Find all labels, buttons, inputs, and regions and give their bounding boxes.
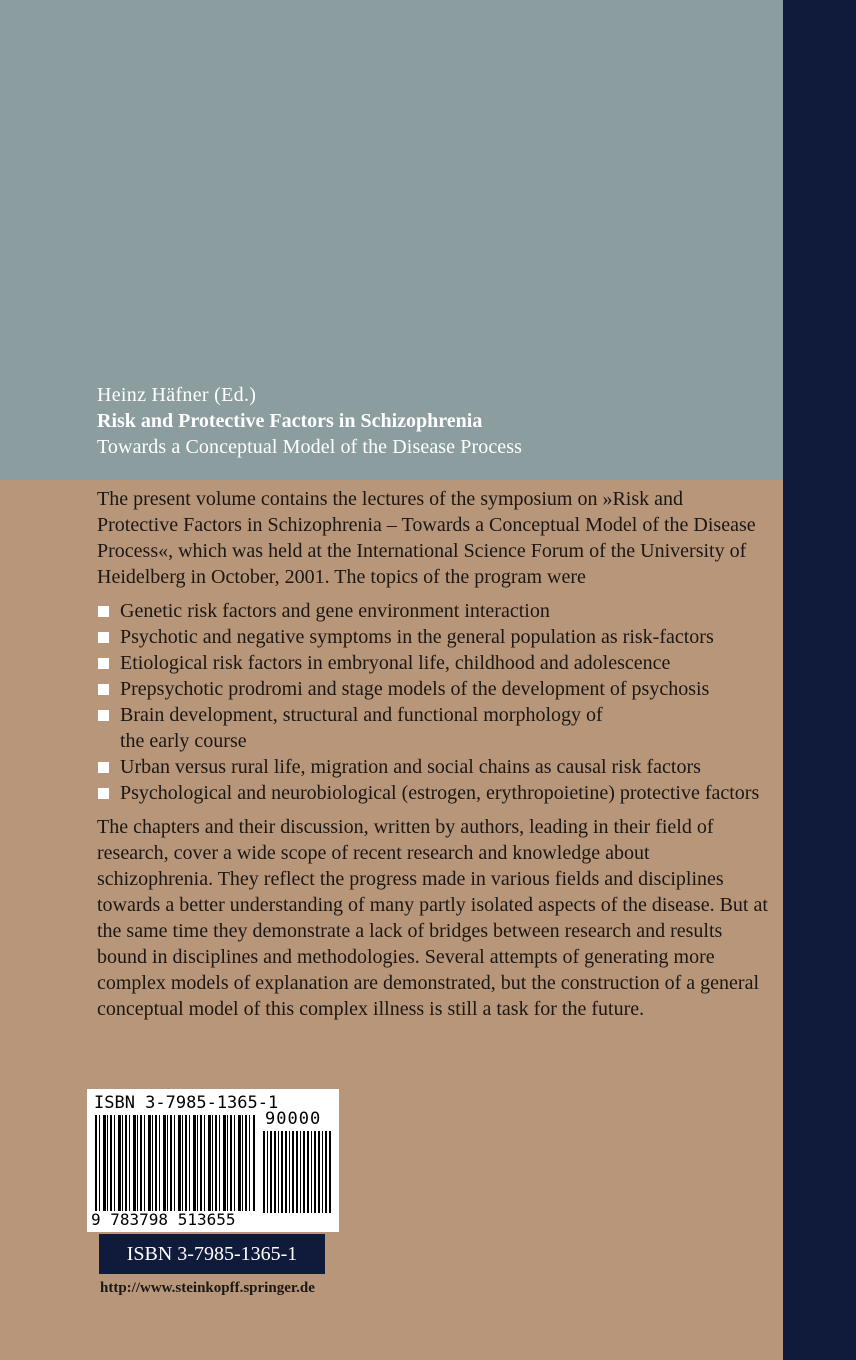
barcode-addon-bars [263,1131,333,1213]
square-bullet-icon [98,762,109,773]
publisher-website: http://www.steinkopff.springer.de [100,1280,315,1296]
barcode [87,1089,339,1232]
topic-text: Prepsychotic prodromi and stage models of the development of psychosis [120,678,710,700]
topic-text: Etiological risk factors in embryonal life, childhood and adolescence [120,652,671,674]
topic-text: Brain development, structural and functional morphology of the early course [120,704,603,752]
topic-list [97,598,769,806]
list-item [97,624,769,650]
barcode-isbn-text: ISBN 3-7985-1365-1 [94,1093,279,1113]
topic-text: Genetic risk factors and gene environment interaction [120,600,550,622]
editor-name: Heinz Häfner (Ed.) [97,384,257,406]
isbn-label: ISBN 3-7985-1365-1 [99,1234,325,1274]
square-bullet-icon [98,788,109,799]
outro-paragraph: The chapters and their discussion, written by authors, leading in their field of research, cover a wide scope of recent research and knowledge about schizophrenia. They reflect the progress made in various fields and disciplines towards a better understanding of many partly isolated aspects of the disease. But at the same time they demonstrate a lack of bridges between research and results bound in disciplines and methodologies. Several attempts of generating more complex models of explanation are demonstrated, but the construction of a general conceptual model of this complex illness is still a task for the future. [97,816,768,1020]
topic-text: Psychological and neurobiological (estrogen, erythropoietine) protective factors [120,782,760,804]
square-bullet-icon [98,632,109,643]
book-subtitle: Towards a Conceptual Model of the Disease Process [97,436,523,458]
square-bullet-icon [98,606,109,617]
barcode-digits: 9 783798 513655 [91,1210,236,1229]
barcode-addon-number: 90000 [265,1109,322,1129]
intro-paragraph: The present volume contains the lectures of the symposium on »Risk and Protective Factors in Schizophrenia – Towards a Conceptual Model of the Disease Process«, which was held at the International Science Forum of the University of Heidelberg in October, 2001. The topics of the program were [97,488,756,588]
topic-text: Urban versus rural life, migration and social chains as causal risk factors [120,756,701,778]
list-item [97,650,769,676]
list-item [97,754,769,780]
square-bullet-icon [98,710,109,721]
barcode-bars [95,1115,255,1211]
book-title: Risk and Protective Factors in Schizophrenia [97,410,483,432]
book-spine [783,0,856,1360]
topic-text: Psychotic and negative symptoms in the general population as risk-factors [120,626,714,648]
list-item [97,676,769,702]
title-block [97,382,522,460]
square-bullet-icon [98,658,109,669]
square-bullet-icon [98,684,109,695]
list-item [97,598,769,624]
list-item [97,702,769,754]
list-item [97,780,769,806]
blurb [97,486,769,1022]
